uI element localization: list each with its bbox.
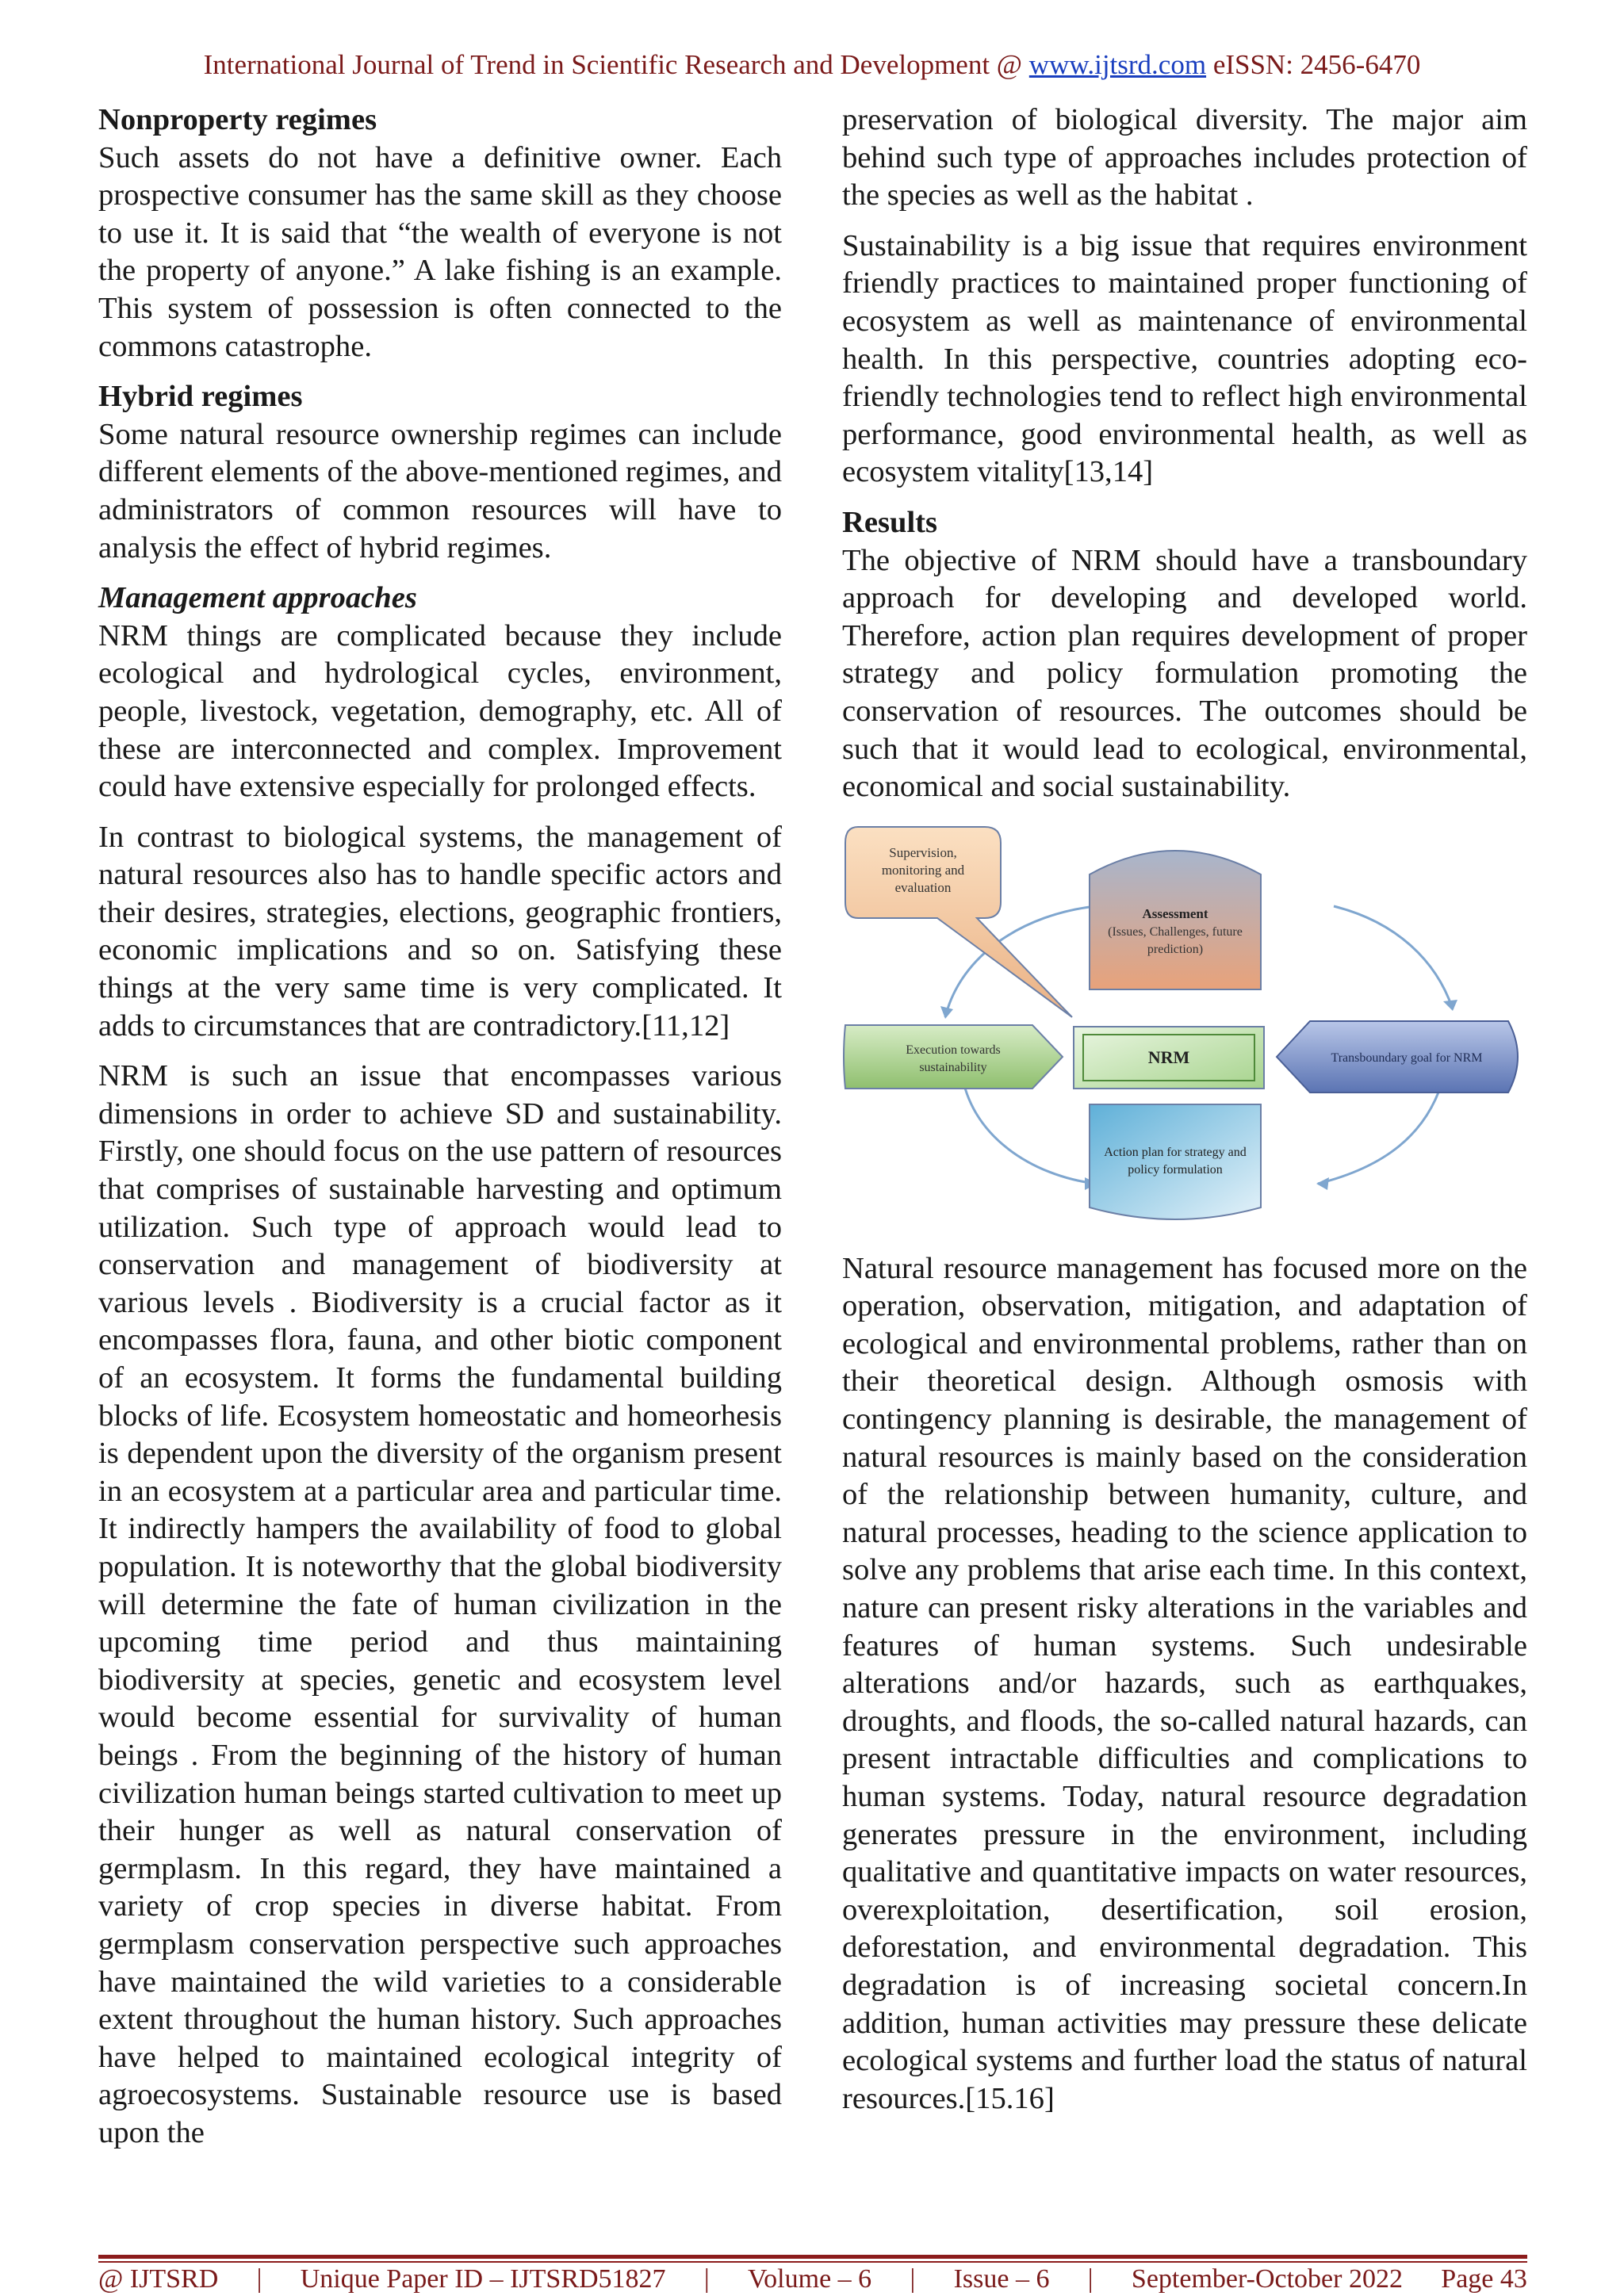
journal-url-link[interactable]: www.ijtsrd.com — [1028, 49, 1207, 80]
footer-rule-thick — [98, 2255, 1527, 2259]
paragraph-hybrid: Some natural resource ownership regimes can include different elements of the above-mentioned regimes, and administrators of common resources will have to analysis the effect of hybrid regimes. — [98, 417, 782, 564]
paragraph-sustainability: Sustainability is a big issue that requires environment friendly practices to maintained proper functioning of ecosystem as well as maintenance of environmental health. In this perspective, countries adopting eco-friendly technologies tend to reflect high environmental performance, good environmental health, as well as ecosystem vitality[13,14] — [842, 228, 1527, 489]
paragraph-management: NRM things are complicated because they include ecological and hydrological cycles, environment, people, livestock, vegetation, demography, etc. All of these are interconnected and complex. Improvement could have extensive especially for prolonged effects. — [98, 618, 782, 804]
transboundary-arrow — [1277, 1021, 1518, 1093]
paragraph-nrm: NRM is such an issue that encompasses various dimensions in order to achieve SD and sustainability. Firstly, one should focus on the use pattern of resources that comprises of sustainable harvesting and optimum utilization. Such type of approach would lead to conservation and management of biodiversity at various levels . Biodiversity is a crucial factor as it encompasses flora, fauna, and other biotic component of an ecosystem. It forms the fundamental building blocks of life. Ecosystem homeostatic and homeorhesis is dependent upon the diversity of the organism present in an ecosystem at a particular area and particular time. It indirectly hampers the availability of food to global population. It is noteworthy that the global biodiversity will determine the fate of human civilization in the upcoming time period and thus maintaining biodiversity at species, genetic and ecosystem level would become essential for survivality of human beings . From the beginning of the history of human civilization human beings started cultivation to meet up their hunger as well as natural conservation of germplasm. In this regard, they have maintained a variety of crop species in diverse habitat. From germplasm conservation perspective such approaches have maintained the wild varieties to a considerable extent throughout the human history. Such approaches have helped to maintained ecological integrity of agroecosystems. Sustainable resource use is based upon the — [98, 1059, 782, 2149]
journal-header — [0, 49, 1624, 81]
paragraph-contrast: In contrast to biological systems, the management of natural resources also has to handle specific actors and their desires, strategies, elections, geographic frontiers, economic implications and so on. Satisfying these things at the very same time is very complicated. It adds to circumstances that are contradictory.[11,12] — [98, 820, 782, 1043]
execution-line-1: Execution towards — [906, 1043, 1001, 1057]
right-column — [842, 101, 1527, 2130]
nrm-diagram — [842, 819, 1527, 1231]
footer-separator: | — [910, 2264, 916, 2294]
action-line-2: policy formulation — [1128, 1162, 1223, 1177]
nrm-diagram-svg — [842, 819, 1527, 1231]
footer-page: Page 43 — [1441, 2264, 1527, 2294]
heading-management: Management approaches — [98, 581, 417, 615]
nrm-center-label: NRM — [1147, 1047, 1190, 1067]
header-issn: eISSN: 2456-6470 — [1206, 49, 1421, 80]
execution-arrow — [844, 1025, 1063, 1089]
heading-results: Results — [842, 505, 938, 539]
assessment-box — [1090, 851, 1261, 989]
action-line-1: Action plan for strategy and — [1104, 1145, 1247, 1159]
left-column — [98, 101, 782, 2164]
execution-line-2: sustainability — [919, 1060, 987, 1074]
paragraph-natural-resource: Natural resource management has focused more on the operation, observation, mitigation, and adaptation of ecological and environmental problems, rather than on their theoretical design. Although osmosis with contingency planning is desirable, the management of natural resources is mainly based on the consideration of the relationship between humanity, culture, and natural processes, heading to the science application to solve any problems that arise each time. In this context, nature can present risky alterations in the variables and features of human systems. Such undesirable alterations and/or hazards, such as earthquakes, droughts, and floods, the so-called natural hazards, can present intractable difficulties and complications to human systems. Today, natural resource degradation generates pressure in the environment, including qualitative and quantitative impacts on water resources, overexploitation, desertification, soil erosion, deforestation, and environmental degradation. This degradation is of increasing societal concern.In addition, human activities may pressure these delicate ecological systems and further load the status of natural resources.[15.16] — [842, 1251, 1527, 2115]
footer-text — [98, 2264, 1527, 2294]
supervision-line-2: monitoring and — [881, 862, 965, 878]
assessment-title: Assessment — [1142, 905, 1208, 921]
supervision-line-3: evaluation — [894, 879, 952, 895]
paragraph-nonproperty: Such assets do not have a definitive owner. Each prospective consumer has the same skill as they choose to use it. It is said that “the wealth of everyone is not the property of anyone.” A lake fishing is an example. This system of possession is often connected to the commons catastrophe. — [98, 140, 782, 363]
assessment-line-2: prediction) — [1147, 942, 1204, 956]
paragraph-continuation: preservation of biological diversity. The major aim behind such type of approaches includes protection of the species as well as the habitat . — [842, 103, 1527, 212]
supervision-callout — [845, 827, 1072, 1017]
paragraph-results: The objective of NRM should have a transboundary approach for developing and developed world. Therefore, action plan requires development of proper strategy and policy formulation promoting the conservation of resources. The outcomes should be such that it would lead to ecological, environmental, economical and social sustainability. — [842, 543, 1527, 804]
footer-separator: | — [1087, 2264, 1094, 2294]
action-plan-box — [1090, 1104, 1261, 1219]
supervision-line-1: Supervision, — [889, 844, 957, 860]
footer-volume: Volume – 6 — [748, 2264, 872, 2294]
footer-paper-id: Unique Paper ID – IJTSRD51827 — [300, 2264, 666, 2294]
footer-separator: | — [256, 2264, 262, 2294]
nrm-center-box — [1074, 1027, 1264, 1089]
footer-date: September-October 2022 — [1131, 2264, 1403, 2294]
footer-rule-thin — [98, 2261, 1527, 2263]
footer-journal: @ IJTSRD — [98, 2264, 219, 2294]
transboundary-label: Transboundary goal for NRM — [1331, 1050, 1483, 1065]
footer-separator: | — [703, 2264, 710, 2294]
heading-nonproperty: Nonproperty regimes — [98, 103, 377, 136]
header-prefix: International Journal of Trend in Scientific Research and Development @ — [203, 49, 1029, 80]
footer-issue: Issue – 6 — [953, 2264, 1050, 2294]
assessment-line-1: (Issues, Challenges, future — [1108, 924, 1243, 939]
heading-hybrid: Hybrid regimes — [98, 380, 303, 414]
